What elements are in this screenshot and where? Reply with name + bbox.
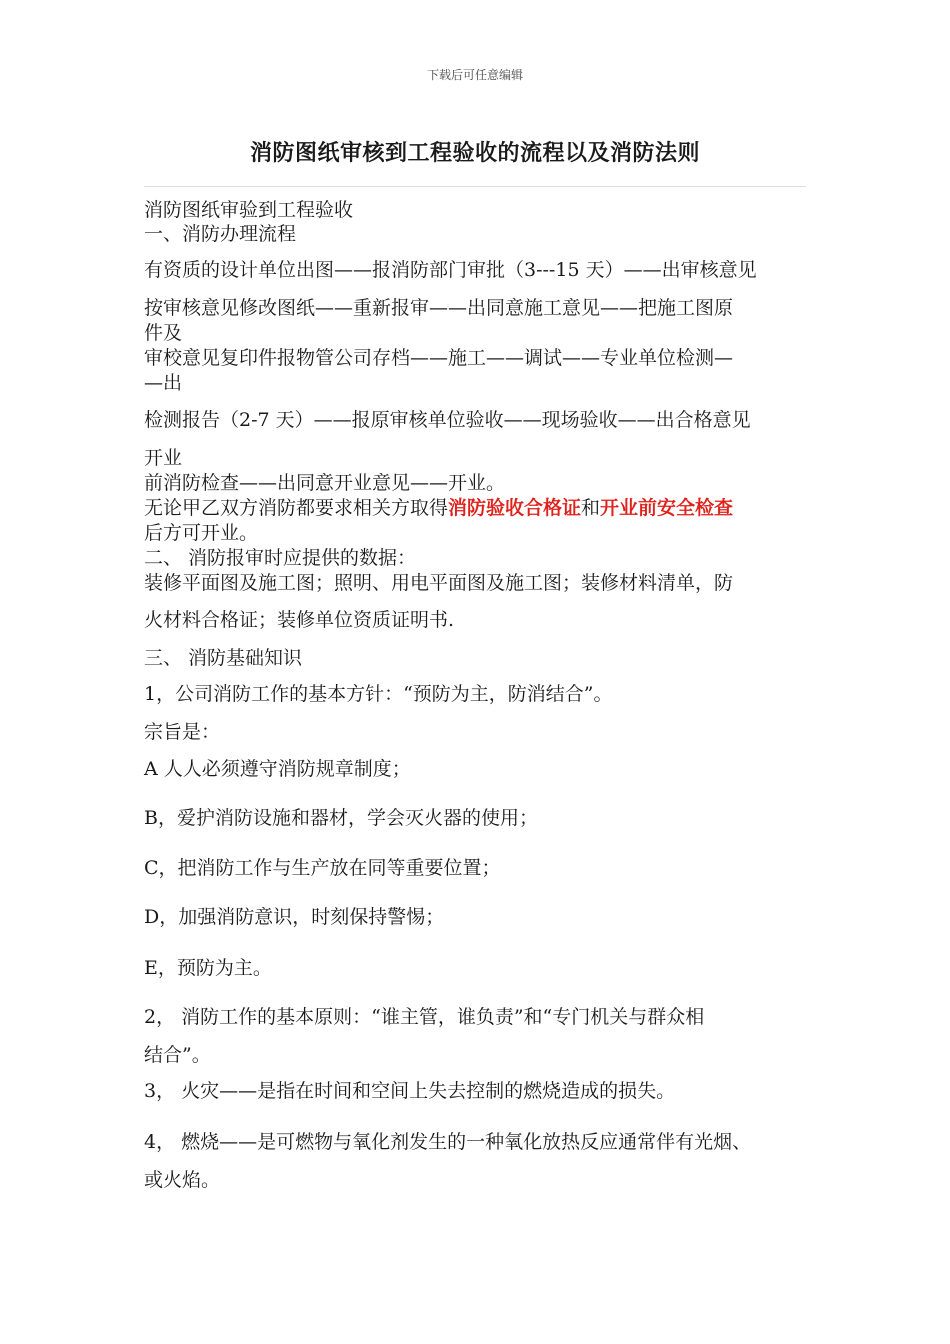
section-heading: 三、 消防基础知识: [144, 647, 303, 669]
requirement-line-end: 后方可开业。: [144, 522, 259, 544]
list-item: B，爱护消防设施和器材，学会灭火器的使用；: [144, 807, 538, 829]
text-line: 2， 消防工作的基本原则：“谁主管，谁负责”和“专门机关与群众相: [144, 1006, 705, 1028]
requirement-text: 无论甲乙双方消防都要求相关方取得: [144, 497, 449, 519]
text-line: 件及: [144, 322, 183, 344]
section-heading: 一、消防办理流程: [144, 223, 297, 245]
requirement-line: [144, 496, 733, 520]
text-line: 1，公司消防工作的基本方针：“预防为主，防消结合”。: [144, 683, 613, 705]
text-line: 消防图纸审验到工程验收: [144, 199, 354, 221]
requirement-text: 和: [581, 497, 601, 519]
text-line: 装修平面图及施工图；照明、用电平面图及施工图；装修材料清单，防: [144, 572, 734, 594]
title-divider: [144, 186, 806, 187]
text-line: 或火焰。: [144, 1169, 221, 1191]
page-title: 消防图纸审核到工程验收的流程以及消防法则: [249, 140, 700, 166]
list-item: A 人人必须遵守消防规章制度；: [144, 758, 411, 780]
text-line: 审校意见复印件报物管公司存档——施工——调试——专业单位检测—: [144, 347, 734, 369]
text-line: 4， 燃烧——是可燃物与氧化剂发生的一种氧化放热反应通常伴有光烟、: [144, 1131, 752, 1153]
text-line: 有资质的设计单位出图——报消防部门审批（3---15 天）——出审核意见: [144, 259, 757, 281]
text-line: 检测报告（2-7 天）——报原审核单位验收——现场验收——出合格意见: [144, 409, 751, 431]
text-line: 宗旨是：: [144, 721, 221, 743]
text-line: 前消防检查——出同意开业意见——开业。: [144, 472, 506, 494]
text-line: —出: [144, 372, 183, 394]
highlight-acceptance-certificate: 消防验收合格证: [448, 497, 582, 519]
text-line: 按审核意见修改图纸——重新报审——出同意施工意见——把施工图原: [144, 297, 734, 319]
text-line: 火材料合格证；装修单位资质证明书.: [144, 609, 455, 631]
text-line: 结合”。: [144, 1044, 211, 1066]
list-item: E，预防为主。: [144, 957, 272, 979]
text-line: 开业: [144, 447, 183, 469]
highlight-safety-inspection: 开业前安全检查: [600, 497, 734, 519]
text-line: 3， 火灾——是指在时间和空间上失去控制的燃烧造成的损失。: [144, 1080, 676, 1102]
list-item: D，加强消防意识，时刻保持警惕；: [144, 906, 445, 928]
header-note: 下载后可任意编辑: [426, 68, 523, 82]
list-item: C，把消防工作与生产放在同等重要位置；: [144, 857, 501, 879]
section-heading: 二、 消防报审时应提供的数据：: [144, 547, 417, 569]
